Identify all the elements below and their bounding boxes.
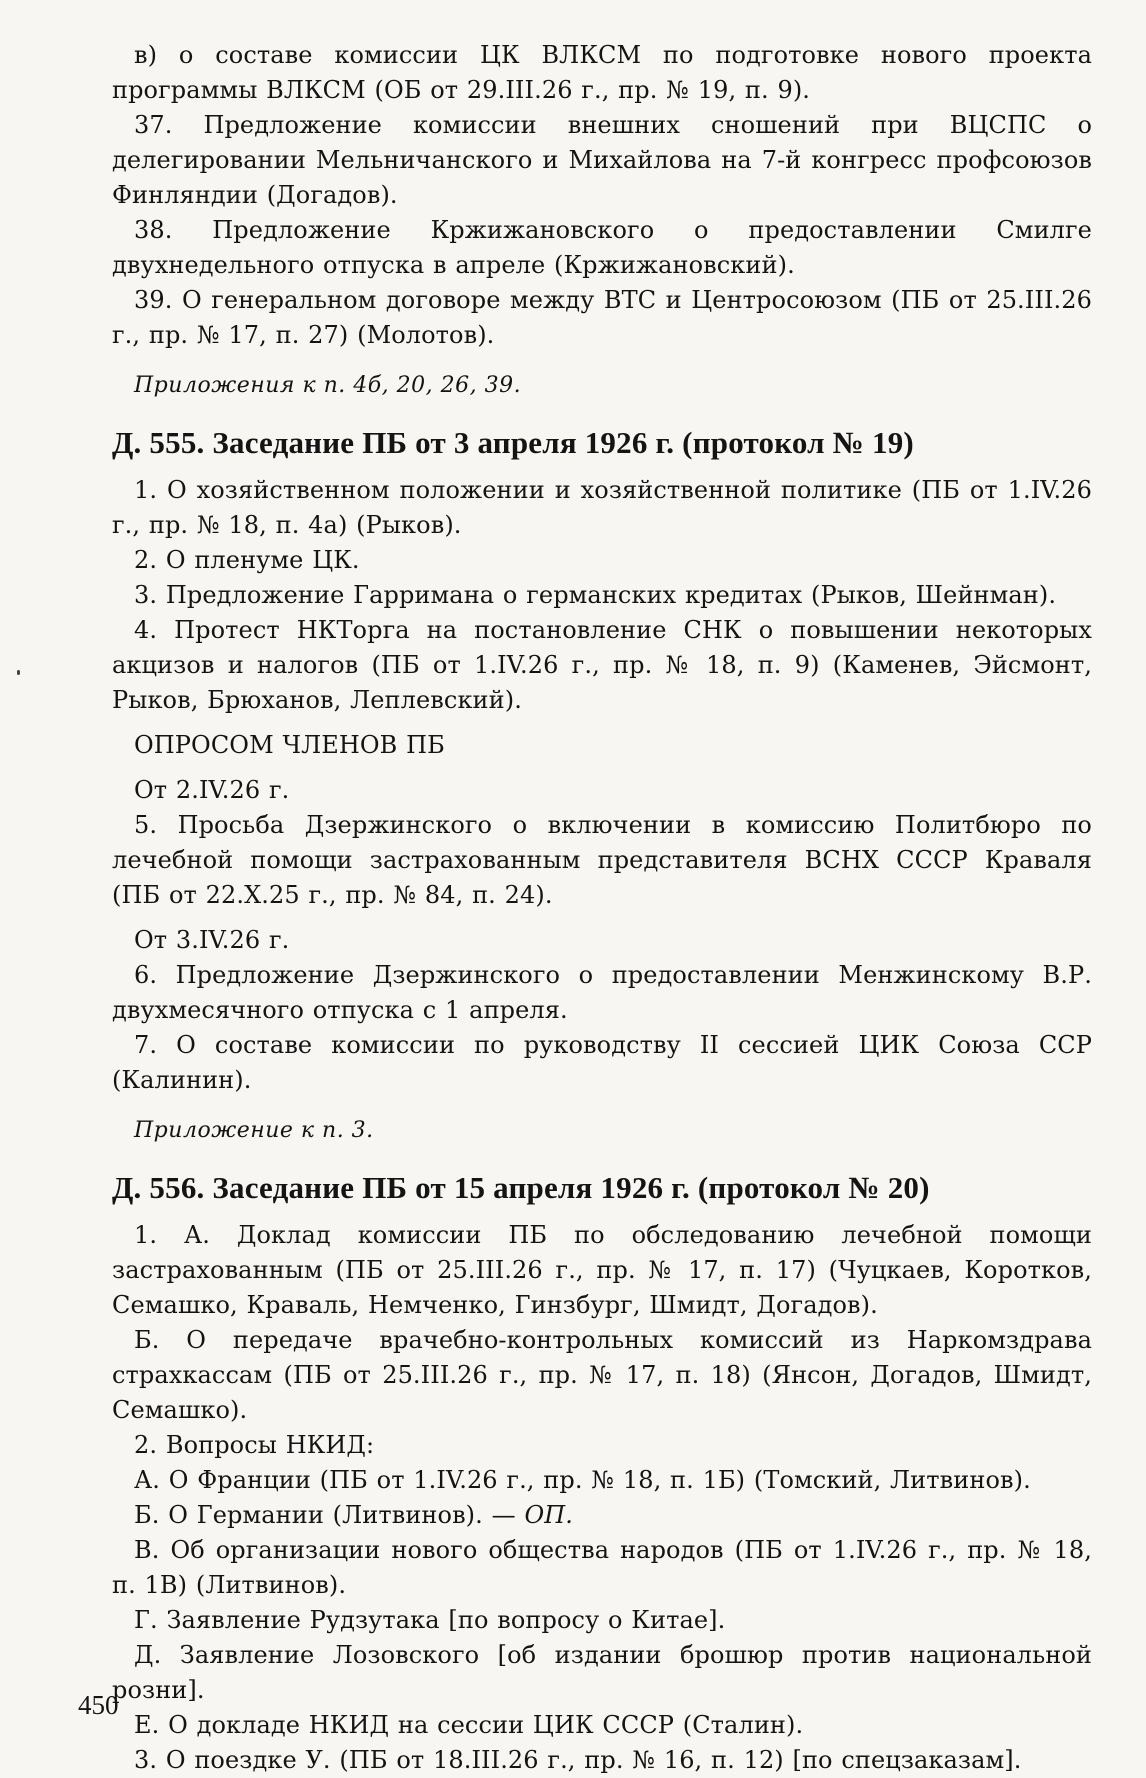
list-item: А. О Франции (ПБ от 1.IV.26 г., пр. № 18, п. 1Б) (Томский, Литвинов). (134, 1466, 1031, 1494)
list-item: 3. О поездке У. (ПБ от 18.III.26 г., пр. № 16, п. 12) [по спецзаказам]. (134, 1746, 1022, 1774)
list-item: 2. О пленуме ЦК. (134, 546, 360, 574)
list-item: Д. Заявление Лозовского [об издании брошюр против национальной розни]. (112, 1641, 1092, 1704)
page-number: 450 (78, 1690, 119, 1720)
date-line: От 2.IV.26 г. (134, 776, 290, 804)
scan-speck (17, 670, 20, 675)
list-item: Б. О Германии (Литвинов). — ОП. (134, 1501, 573, 1529)
list-item: Е. О докладе НКИД на сессии ЦИК СССР (Сталин). (134, 1711, 804, 1739)
appendix-note: Приложение к п. 3. (134, 1118, 374, 1143)
list-item: 7. О составе комиссии по руководству II сессией ЦИК Союза ССР (Калинин). (112, 1031, 1092, 1094)
paragraph-item-38: 38. Предложение Кржижановского о предоставлении Смилге двухнедельного отпуска в апреле (Кржижановский). (112, 216, 1092, 279)
list-item: 5. Просьба Дзержинского о включении в комиссию Политбюро по лечебной помощи застрахованным представителя ВСНХ СССР Краваля (ПБ от 22.X.25 г., пр. № 84, п. 24). (112, 811, 1092, 909)
section-heading-555: Д. 555. Заседание ПБ от 3 апреля 1926 г. (протокол № 19) (112, 425, 914, 460)
poll-label: ОПРОСОМ ЧЛЕНОВ ПБ (134, 731, 445, 759)
paragraph-item-37: 37. Предложение комиссии внешних сношений при ВЦСПС о делегировании Мельничанского и Михайлова на 7-й конгресс профсоюзов Финляндии (Догадов). (112, 111, 1092, 209)
paragraph-item-39-text: 39. О генеральном договоре между ВТС и Центросоюзом (ПБ от 25.III.26 г., пр. № 17, п. 27) (Молотов). (112, 286, 1092, 349)
op-marker: ОП. (524, 1501, 573, 1529)
list-item: 4. Протест НКТорга на постановление СНК о повышении некоторых акцизов и налогов (ПБ от 1.IV.26 г., пр. № 18, п. 9) (Каменев, Эйсмонт, Рыков, Брюханов, Леплевский). (112, 616, 1092, 714)
list-item: 1. А. Доклад комиссии ПБ по обследованию лечебной помощи застрахованным (ПБ от 25.III.26 г., пр. № 17, п. 17) (Чуцкаев, Коротков, Семашко, Краваль, Немченко, Гинзбург, Шмидт, Догадов). (112, 1221, 1092, 1319)
list-item: Г. Заявление Рудзутака [по вопросу о Китае]. (134, 1606, 726, 1634)
date-line: От 3.IV.26 г. (134, 926, 290, 954)
section-heading-556: Д. 556. Заседание ПБ от 15 апреля 1926 г. (протокол № 20) (112, 1170, 930, 1205)
list-item: Б. О передаче врачебно-контрольных комиссий из Наркомздрава страхкассам (ПБ от 25.III.26 г., пр. № 17, п. 18) (Янсон, Догадов, Шмидт, Семашко). (112, 1326, 1092, 1424)
list-item: 6. Предложение Дзержинского о предоставлении Менжинскому В.Р. двухмесячного отпуска с 1 апреля. (112, 961, 1092, 1024)
list-item: 3. Предложение Гарримана о германских кредитах (Рыков, Шейнман). (134, 581, 1057, 609)
paragraph-item-39 (112, 283, 1092, 353)
paragraph-item-v: в) о составе комиссии ЦК ВЛКСМ по подготовке нового проекта программы ВЛКСМ (ОБ от 29.III.26 г., пр. № 19, п. 9). (112, 41, 1092, 104)
list-item: 1. О хозяйственном положении и хозяйственной политике (ПБ от 1.IV.26 г., пр. № 18, п. 4а) (Рыков). (112, 476, 1092, 539)
appendix-note: Приложения к п. 4б, 20, 26, 39. (134, 373, 522, 398)
list-item: 2. Вопросы НКИД: (134, 1431, 375, 1459)
list-item: В. Об организации нового общества народов (ПБ от 1.IV.26 г., пр. № 18, п. 1В) (Литвинов). (112, 1536, 1092, 1599)
